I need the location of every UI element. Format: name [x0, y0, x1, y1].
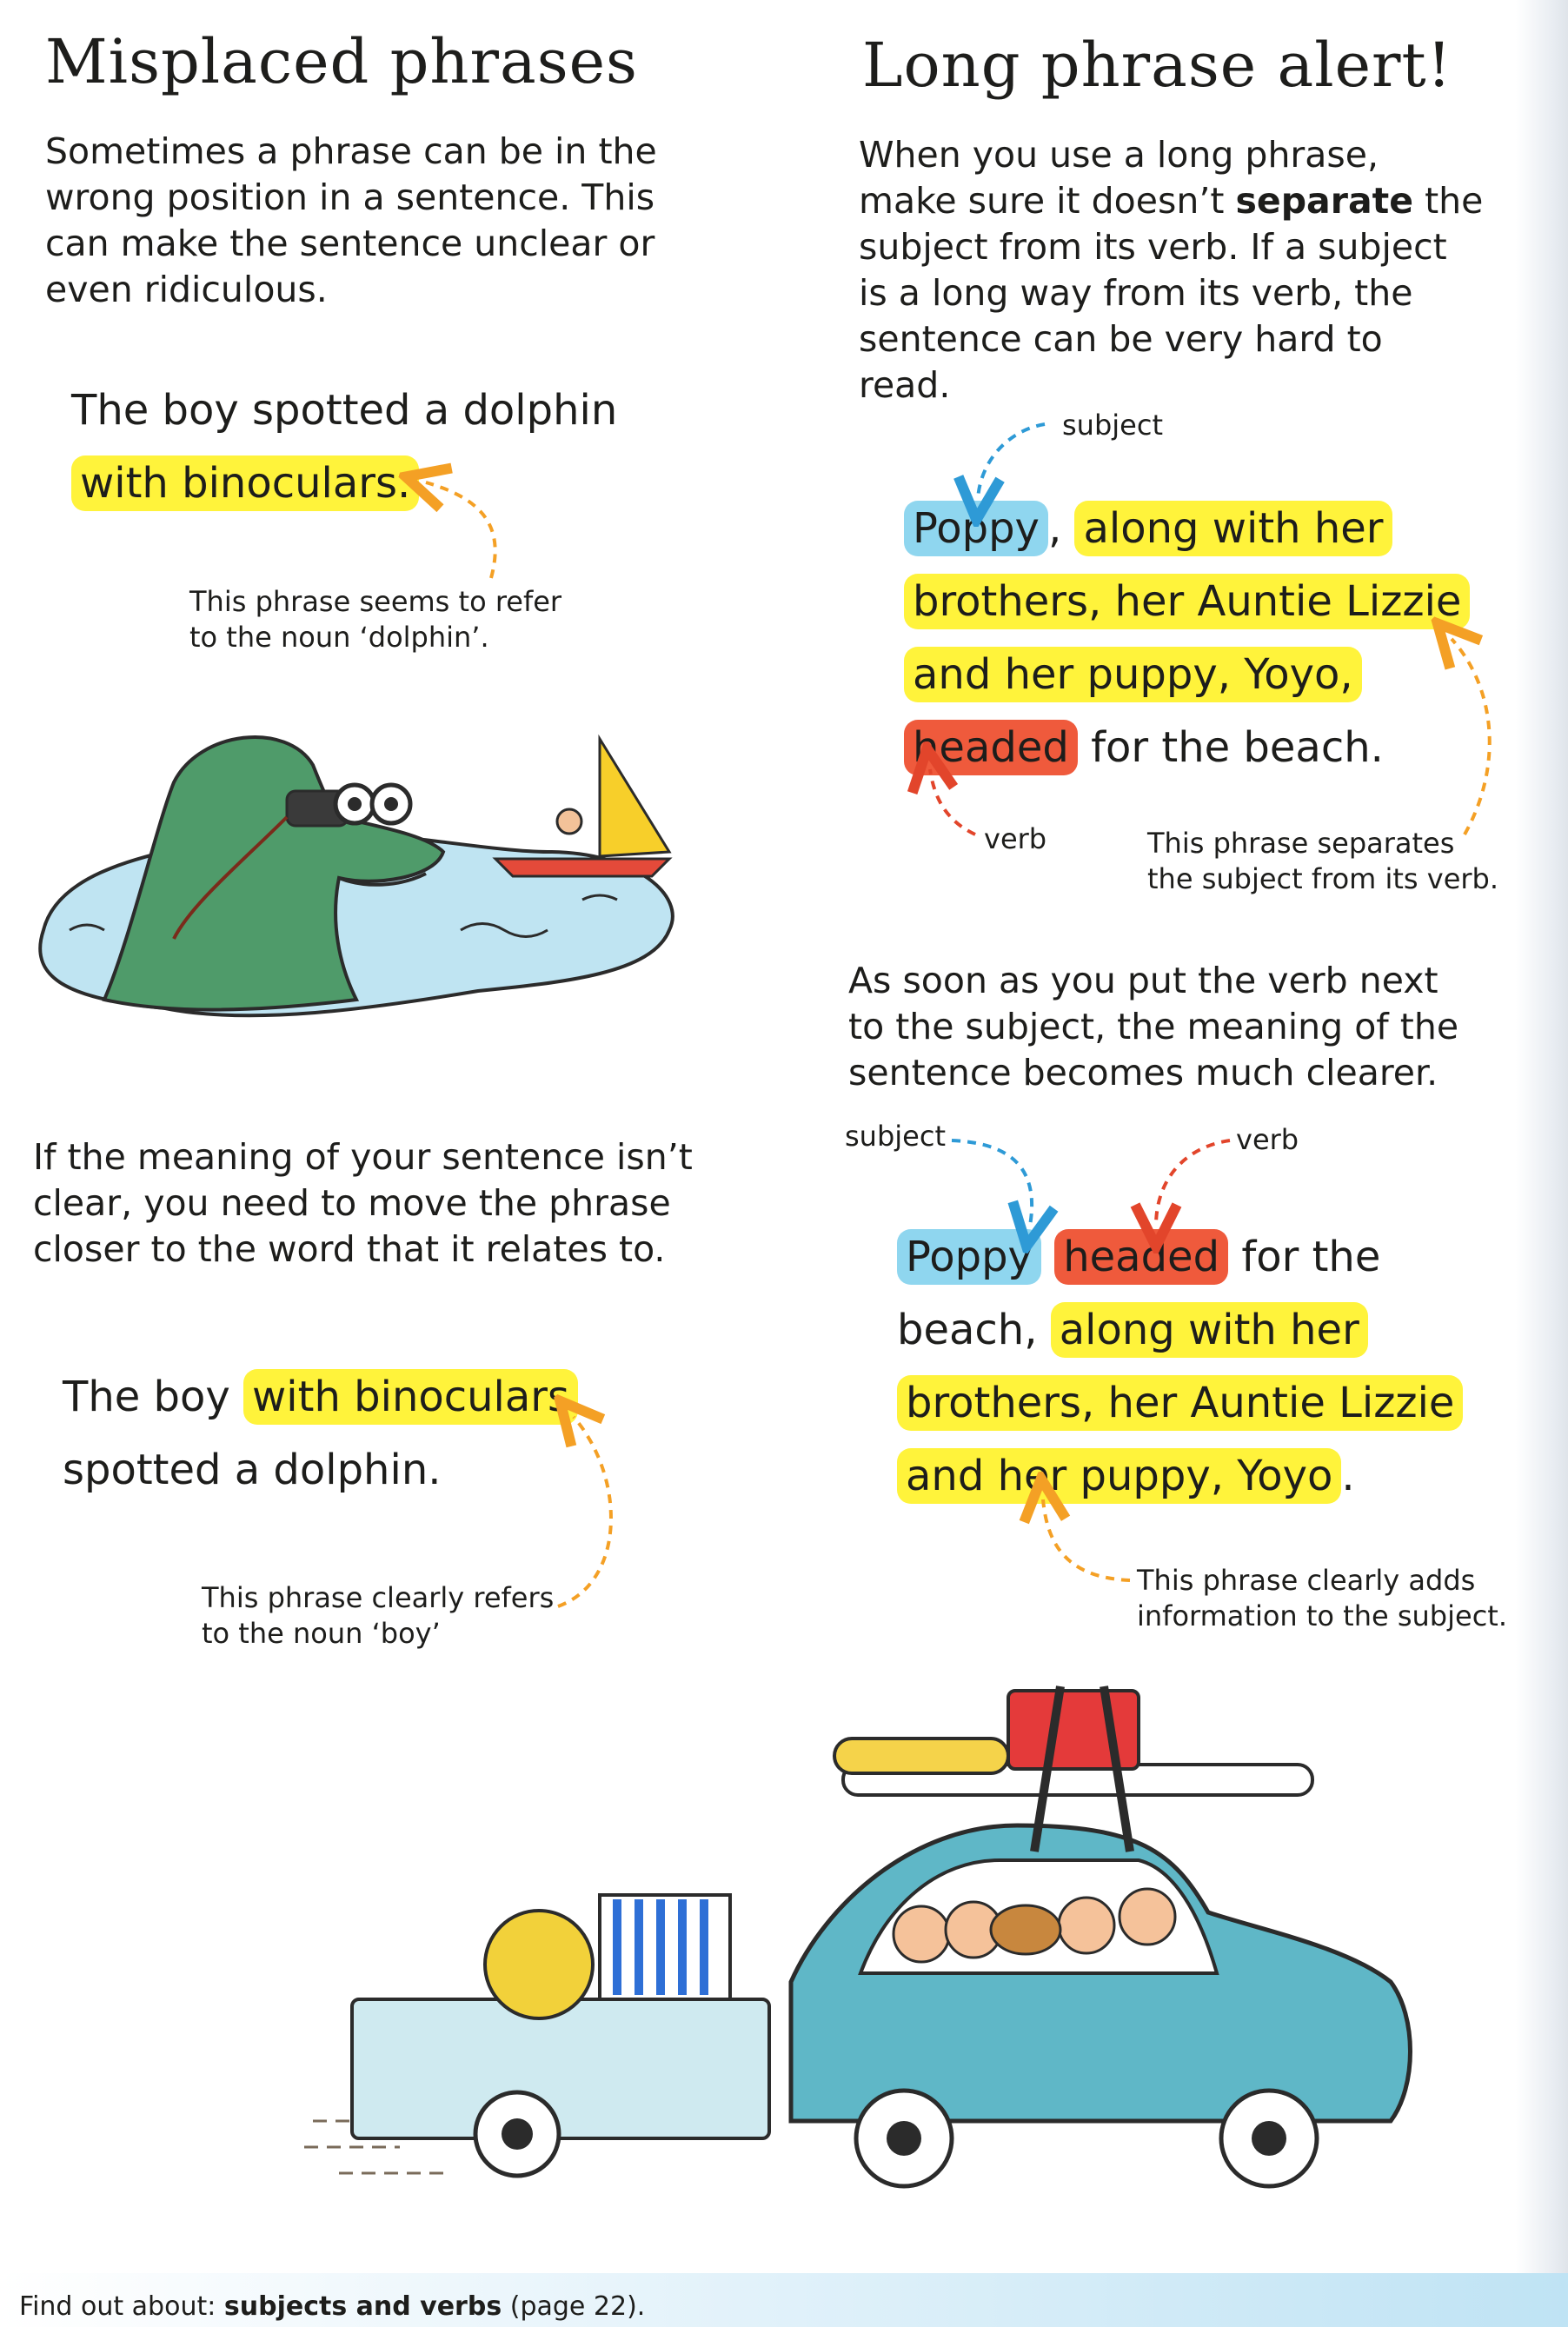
example-2-phrase-line2: brothers, her Auntie Lizzie: [897, 1375, 1463, 1431]
arrow-subject-2: [952, 1140, 1032, 1226]
right-intro-after: the subject from its verb. If a subject is a long way from its verb, the sentence can be very hard to read.: [859, 180, 1484, 406]
example-2-end: .: [1341, 1452, 1355, 1500]
right-title: Long phrase alert!: [862, 30, 1452, 101]
left-example-2-line2: spotted a dolphin.: [63, 1446, 442, 1494]
arrow-separates: [1452, 639, 1490, 834]
example-1-subject-label: subject: [1062, 409, 1163, 442]
right-note-2-line1: This phrase clearly adds: [1137, 1564, 1476, 1597]
example-2-subject: Poppy: [897, 1229, 1041, 1285]
example-2-verb-label: verb: [1236, 1123, 1299, 1156]
example-1-subject: Poppy: [904, 501, 1048, 556]
example-1-rest: for the beach.: [1091, 723, 1384, 772]
example-1-verb: headed: [904, 720, 1078, 775]
arrow-subject-1: [978, 424, 1045, 499]
beach-ball: [485, 1911, 593, 2018]
car-hub-rear: [887, 2121, 921, 2156]
left-advice: If the meaning of your sentence isn’t clear, you need to move the phrase closer to the word that it relates to.: [33, 1136, 693, 1270]
footer-prefix: Find out about:: [19, 2291, 216, 2322]
left-note-2-line1: This phrase clearly refers: [202, 1581, 555, 1614]
left-example-2-phrase: with binoculars: [243, 1369, 578, 1425]
example-2-rest2: beach,: [897, 1306, 1038, 1354]
example-2-phrase-line3: and her puppy, Yoyo: [897, 1448, 1341, 1504]
arrow-note-2: [558, 1417, 611, 1606]
dog: [991, 1905, 1060, 1954]
page-edge-shadow: [1516, 0, 1568, 2327]
arrow-note-1: [426, 482, 495, 578]
right-note-1-line2: the subject from its verb.: [1147, 862, 1499, 895]
footer-link[interactable]: [19, 2291, 645, 2322]
trailer-hub: [502, 2118, 533, 2150]
left-title: Misplaced phrases: [45, 26, 638, 97]
example-1-phrase-line2: brothers, her Auntie Lizzie: [904, 574, 1470, 629]
left-example-2-start: The boy: [63, 1373, 230, 1421]
arrow-adds-info: [1043, 1499, 1130, 1580]
left-note-1-line2: to the noun ‘dolphin’.: [189, 621, 489, 654]
left-note-1-line1: This phrase seems to refer: [189, 585, 562, 618]
example-2-subject-label: subject: [845, 1120, 946, 1153]
passenger-3: [1059, 1898, 1114, 1953]
trailer: [352, 1999, 769, 2138]
footer-bold: subjects and verbs: [223, 2291, 502, 2322]
arrow-verb-1: [930, 769, 975, 834]
car-trailer-illustration: [304, 1652, 1486, 2191]
passenger-1: [894, 1906, 949, 1962]
left-example-1-line1: The boy spotted a dolphin: [71, 386, 618, 435]
example-1-phrase-line1: along with her: [1074, 501, 1392, 556]
passenger-4: [1120, 1889, 1175, 1945]
right-middle: As soon as you put the verb next to the subject, the meaning of the sentence becomes much clearer.: [848, 960, 1459, 1094]
example-1-comma: ,: [1047, 504, 1062, 553]
footer-suffix: (page 22).: [509, 2291, 646, 2322]
example-2-rest1: for the: [1241, 1233, 1381, 1281]
right-note-2-line2: information to the subject.: [1137, 1599, 1507, 1632]
right-note-1-line1: This phrase separates: [1147, 827, 1455, 860]
left-intro: Sometimes a phrase can be in the wrong position in a sentence. This can make the sentence unclear or even ridiculous.: [45, 130, 657, 310]
example-1-phrase-line3: and her puppy, Yoyo,: [904, 647, 1362, 702]
yellow-board: [834, 1739, 1008, 1773]
right-intro-bold: separate: [1235, 180, 1414, 222]
example-1-verb-label: verb: [984, 822, 1047, 855]
arrow-verb-2: [1156, 1140, 1230, 1226]
left-example-1-phrase: with binoculars.: [71, 455, 419, 511]
example-2-verb: headed: [1054, 1229, 1228, 1285]
car-hub-front: [1252, 2121, 1286, 2156]
example-2-phrase-line1: along with her: [1051, 1302, 1368, 1358]
right-intro-before: When you use a long phrase, make sure it doesn’t: [859, 134, 1379, 222]
left-note-2-line2: to the noun ‘boy’: [202, 1617, 441, 1650]
